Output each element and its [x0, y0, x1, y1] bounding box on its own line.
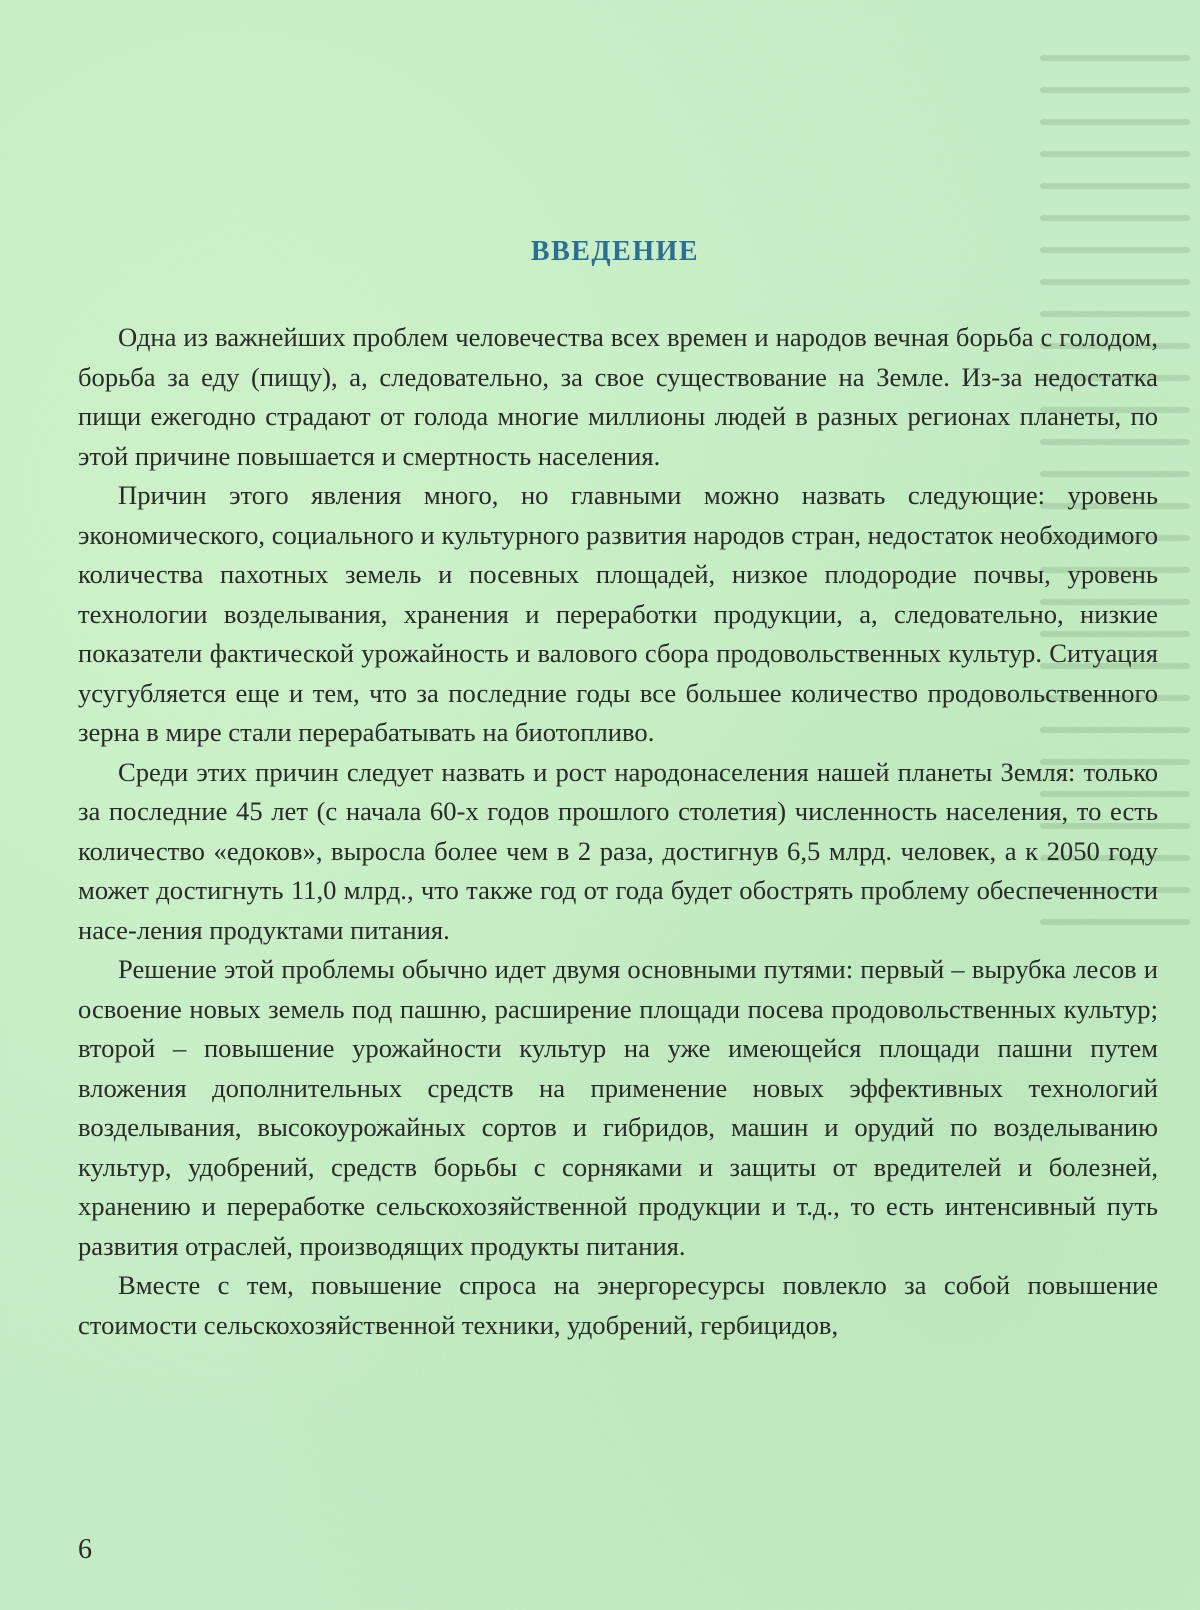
- body-text: [78, 318, 1158, 1345]
- paragraph-3: Среди этих причин следует назвать и рост народонаселения нашей планеты Земля: только за последние 45 лет (с начала 60-х годов прошлого столетия) численность населения, то есть количество «едоков», выросла более чем в 2 раза, достигнув 6,5 млрд. человек, а к 2050 году может достигнуть 11,0 млрд., что также год от года будет обострять проблему обеспеченности насе-ления продуктами питания.: [78, 756, 1158, 945]
- page-number: 6: [78, 1534, 92, 1565]
- paragraph-1: Одна из важнейших проблем человечества всех времен и народов вечная борьба с голодом, борьба за еду (пищу), а, следовательно, за свое существование на Земле. Из-за недостатка пищи ежегодно страдают от голода многие миллионы людей в разных регионах планеты, по этой причине повышается и смертность населения.: [78, 322, 1158, 471]
- paragraph-4: Решение этой проблемы обычно идет двумя основными путями: первый – вырубка лесов и освоение новых земель под пашню, расширение площади посева продовольственных культур; второй – повышение урожайности культур на уже имеющейся площади пашни путем вложения дополнительных средств на применение новых эффективных технологий возделывания, высокоурожайных сортов и гибридов, машин и орудий по возделыванию культур, удобрений, средств борьбы с сорняками и защиты от вредителей и болезней, хранению и переработке сельскохозяйственной продукции и т.д., то есть интенсивный путь развития отраслей, производящих продукты питания.: [78, 954, 1158, 1261]
- paragraph-2: Причин этого явления много, но главными можно назвать следующие: уровень экономического, социального и культурного развития народов стран, недостаток необходимого количества пахотных земель и посевных площадей, низкое плодородие почвы, уровень технологии возделывания, хранения и переработки продукции, а, следовательно, низкие показатели фактической урожайность и валового сбора продовольственных культур. Ситуация усугубляется еще и тем, что за последние годы все большее количество продовольственного зерна в мире стали перерабатывать на биотопливо.: [78, 480, 1158, 747]
- section-title: ВВЕДЕНИЕ: [530, 236, 700, 267]
- paragraph-5: Вместе с тем, повышение спроса на энергоресурсы повлекло за собой повышение стоимости сельскохозяйственной техники, удобрений, гербицидов,: [78, 1270, 1158, 1340]
